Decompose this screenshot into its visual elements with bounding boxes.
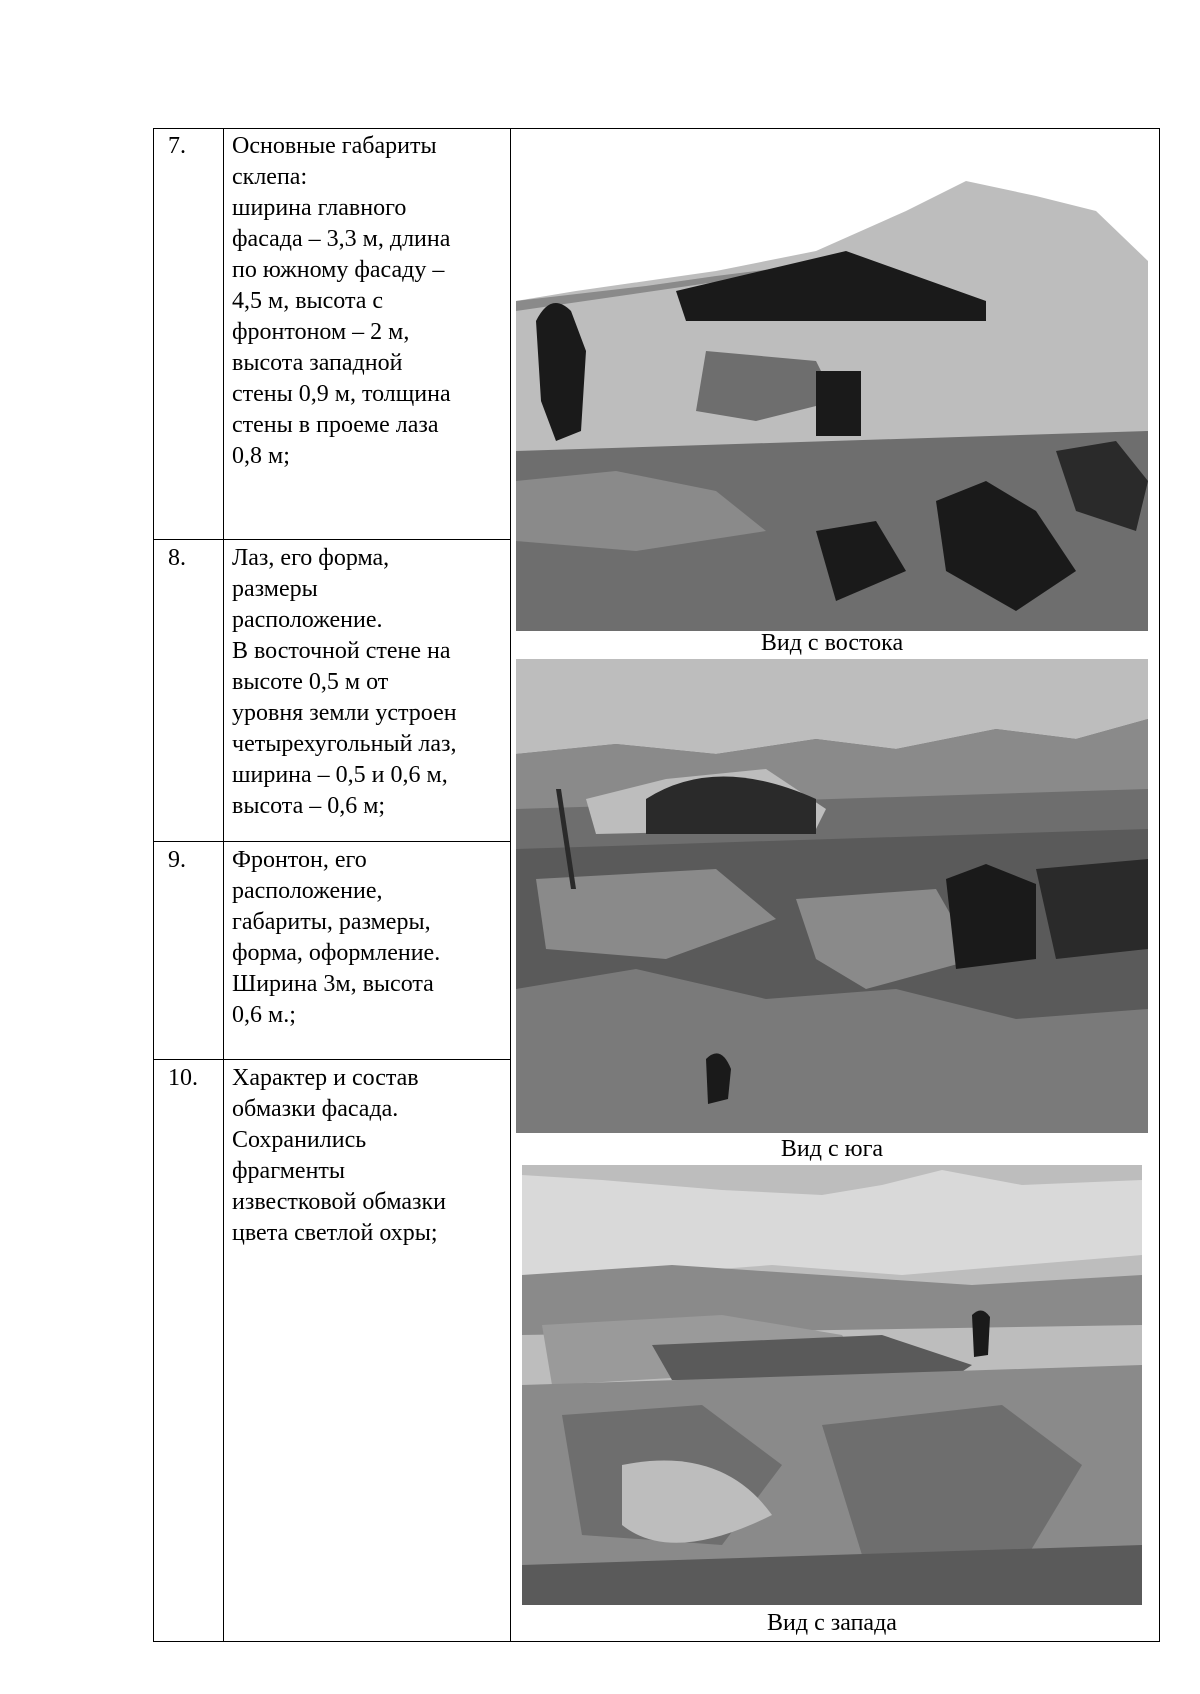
row-divider [154,1059,511,1060]
text-line: габариты, размеры, [232,909,431,935]
text-line: стены в проеме лаза [232,412,439,438]
text-line: по южному фасаду – [232,257,445,283]
photo-view-from-east [516,151,1148,631]
text-line: 0,8 м; [232,443,290,469]
text-line: Ширина 3м, высота [232,971,434,997]
text-line: 4,5 м, высота с [232,288,384,314]
row-description [232,131,502,472]
row-number: 7. [168,133,186,159]
row-divider [154,841,511,842]
text-line: ширина – 0,5 и 0,6 м, [232,762,448,788]
text-line: Сохранились [232,1127,367,1153]
text-line: 0,6 м.; [232,1002,296,1028]
row-description [232,1063,502,1249]
text-line: Основные габариты [232,133,437,159]
text-line: уровня земли устроен [232,700,457,726]
text-line: расположение, [232,878,383,904]
text-line: ширина главного [232,195,407,221]
text-line: Фронтон, его [232,847,367,873]
text-line: размеры [232,576,318,602]
text-line: высоте 0,5 м от [232,669,389,695]
text-line: Характер и состав [232,1065,419,1091]
photo-caption: Вид с запада [767,1610,897,1636]
text-line: известковой обмазки [232,1189,446,1215]
text-line: склепа: [232,164,308,190]
row-number: 9. [168,847,186,873]
text-line: фронтоном – 2 м, [232,319,410,345]
text-line: Лаз, его форма, [232,545,390,571]
photo-caption: Вид с востока [760,630,904,656]
text-line: фрагменты [232,1158,346,1184]
text-line: форма, оформление. [232,940,441,966]
photo-view-from-west [522,1165,1142,1605]
text-line: цвета светлой охры; [232,1220,438,1246]
row-description [232,543,502,822]
text-line: высота западной [232,350,403,376]
description-table [153,128,1160,1642]
text-line: В восточной стене на [232,638,451,664]
text-line: высота – 0,6 м; [232,793,386,819]
photo-caption: Вид с юга [780,1136,884,1162]
text-line: стены 0,9 м, толщина [232,381,451,407]
text-line: фасада – 3,3 м, длина [232,226,451,252]
photo-view-from-south [516,659,1148,1133]
row-description [232,845,502,1031]
row-divider [154,539,511,540]
row-number: 8. [168,545,186,571]
text-line: четырехугольный лаз, [232,731,457,757]
column-divider [223,129,224,1641]
text-line: обмазки фасада. [232,1096,399,1122]
row-number: 10. [168,1065,198,1091]
column-divider [510,129,511,1641]
text-line: расположение. [232,607,383,633]
